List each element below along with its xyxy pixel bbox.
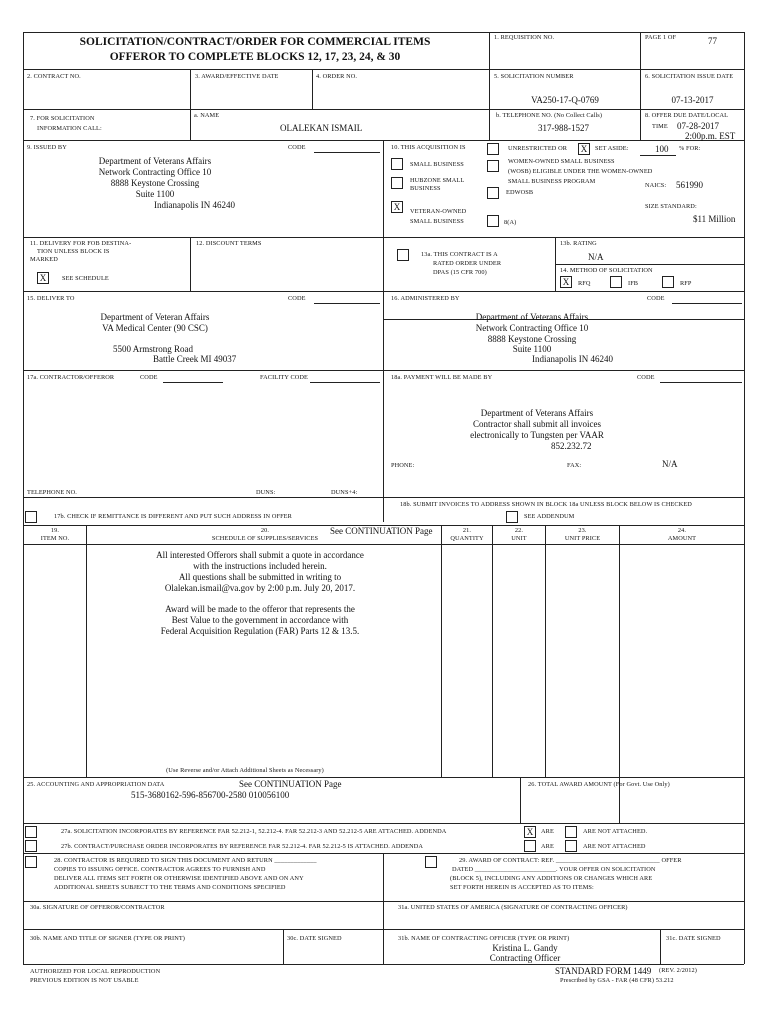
reverse-note: (Use Reverse and/or Attach Additional Sheets as Necessary): [166, 767, 324, 774]
name-label: a. NAME: [194, 112, 220, 119]
col-19-num: 19.: [50, 527, 60, 534]
ifb-label: IFB: [628, 280, 639, 287]
27a-checkbox[interactable]: [25, 826, 37, 838]
delivery-label-1: 11. DELIVERY FOR FOB DESTINA-: [30, 240, 132, 247]
form-number: STANDARD FORM 1449: [555, 966, 652, 976]
administered-by-label: 16. ADMINISTERED BY: [391, 295, 460, 302]
page-total: 77: [708, 36, 717, 46]
payment-line-2: Contractor shall submit all invoices: [473, 419, 601, 429]
form-title-line2: OFFEROR TO COMPLETE BLOCKS 12, 17, 23, 24, & 30: [109, 51, 401, 63]
rated-order-label-2: RATED ORDER UNDER: [433, 260, 502, 267]
administered-by-line-3: 8888 Keystone Crossing: [487, 334, 577, 344]
schedule-text-1: All interested Offerors shall submit a quote in accordance: [156, 550, 364, 560]
issue-date-label: 6. SOLICITATION ISSUE DATE: [645, 73, 734, 80]
hubzone-checkbox[interactable]: [391, 177, 403, 189]
ifb-checkbox[interactable]: [610, 276, 622, 288]
see-addendum-label: SEE ADDENDUM: [524, 513, 575, 520]
veteran-owned-checkbox[interactable]: X: [391, 201, 403, 213]
remittance-label: 17b. CHECK IF REMITTANCE IS DIFFERENT AND PUT SUCH ADDRESS IN OFFER: [54, 513, 292, 520]
29-line-3: (BLOCK 5), INCLUDING ANY ADDITIONS OR CHANGES WHICH ARE: [450, 875, 653, 882]
time-label: TIME: [652, 123, 668, 130]
29-line-2: DATED _________________________. YOUR OFFER ON SOLICITATION: [452, 866, 656, 873]
29-line-1: 29. AWARD OF CONTRACT: REF. ________________________________ OFFER: [459, 857, 682, 864]
method-label: 14. METHOD OF SOLICITATION: [560, 267, 653, 274]
col-22-num: 22.: [514, 527, 524, 534]
issue-date: 07-13-2017: [671, 95, 714, 105]
col-20-label: SCHEDULE OF SUPPLIES/SERVICES: [211, 535, 319, 542]
hubzone-label-2: BUSINESS: [410, 185, 441, 192]
administered-by-line-4: Suite 1100: [512, 344, 552, 354]
27a-are-not-checkbox[interactable]: [565, 826, 577, 838]
27b-are-label: ARE: [541, 843, 554, 850]
small-business-label: SMALL BUSINESS: [410, 161, 464, 168]
deliver-to-line-2: VA Medical Center (90 CSC): [102, 323, 208, 333]
telephone-label: b. TELEPHONE NO. (No Collect Calls): [496, 112, 603, 119]
col-23-num: 23.: [578, 527, 587, 534]
set-aside-percent: 100: [655, 144, 669, 154]
accounting-label: 25. ACCOUNTING AND APPROPRIATION DATA: [27, 781, 165, 788]
27a-are-label: ARE: [541, 828, 554, 835]
eight-a-checkbox[interactable]: [487, 215, 499, 227]
requisition-no-label: 1. REQUISITION NO.: [494, 34, 555, 41]
discount-terms-label: 12. DISCOUNT TERMS: [196, 240, 262, 247]
award-date-label: 3. AWARD/EFFECTIVE DATE: [195, 73, 279, 80]
offeror-date-label: 30c. DATE SIGNED: [287, 935, 342, 942]
percent-for-label: % FOR:: [679, 145, 701, 152]
col-21-label: QUANTITY: [450, 535, 484, 542]
29-line-4: SET FORTH HEREIN IS ACCEPTED AS TO ITEMS:: [450, 884, 594, 891]
col-24-num: 24.: [677, 527, 687, 534]
deliver-to-code-label: CODE: [288, 295, 306, 302]
col-19-label: ITEM NO.: [40, 535, 70, 542]
contact-name: OLALEKAN ISMAIL: [280, 123, 363, 133]
col-24-label: AMOUNT: [667, 535, 697, 542]
schedule-text-4: Olalekan.ismail@va.gov by 2:00 p.m. July 20, 2017.: [164, 583, 356, 593]
small-business-checkbox[interactable]: [391, 158, 403, 170]
schedule-text-3: All questions shall be submitted in writing to: [178, 572, 342, 582]
page-label: PAGE 1 OF: [645, 34, 677, 41]
27b-are-not-label: ARE NOT ATTACHED: [583, 843, 646, 850]
size-standard-label: SIZE STANDARD:: [645, 203, 697, 210]
remittance-checkbox[interactable]: [25, 511, 37, 523]
veteran-owned-label-2: SMALL BUSINESS: [410, 218, 464, 225]
unrestricted-checkbox[interactable]: [487, 143, 499, 155]
rfq-checkbox[interactable]: X: [560, 276, 572, 288]
28-checkbox[interactable]: [25, 856, 37, 868]
solicitation-number-label: 5. SOLICITATION NUMBER: [494, 73, 574, 80]
phone-label: PHONE:: [391, 462, 415, 469]
offeror-signature-label: 30a. SIGNATURE OF OFFEROR/CONTRACTOR: [30, 904, 165, 911]
schedule-text-5: Award will be made to the offeror that represents the: [165, 604, 355, 614]
col-23-label: UNIT PRICE: [564, 535, 601, 542]
27a-are-checkbox[interactable]: X: [524, 826, 536, 838]
delivery-label-3: MARKED: [30, 256, 58, 263]
contact-phone: 317-988-1527: [538, 123, 589, 133]
payment-line-4: 852.232.72: [551, 441, 592, 451]
order-no-label: 4. ORDER NO.: [316, 73, 358, 80]
deliver-to-label: 15. DELIVER TO: [27, 295, 75, 302]
deliver-to-line-5: Battle Creek MI 49037: [153, 354, 237, 364]
administered-by-line-1: Department of Veterans Affairs: [475, 312, 589, 322]
contract-no-label: 2. CONTRACT NO.: [27, 73, 81, 80]
officer-title: Contracting Officer: [489, 953, 561, 963]
set-aside-label: SET ASIDE:: [595, 145, 629, 152]
administered-by-line-5: Indianapolis IN 46240: [532, 354, 613, 364]
officer-signature-label: 31a. UNITED STATES OF AMERICA (SIGNATURE OF CONTRACTING OFFICER): [398, 904, 628, 911]
issued-by-code-label: CODE: [288, 144, 306, 151]
rated-order-label-1: 13a. THIS CONTRACT IS A: [421, 251, 498, 258]
issued-by-line-5: Indianapolis IN 46240: [154, 200, 235, 210]
rated-order-label-3: DPAS (15 CFR 700): [433, 269, 487, 276]
issued-by-line-2: Network Contracting Office 10: [98, 167, 212, 177]
submit-invoices-label: 18b. SUBMIT INVOICES TO ADDRESS SHOWN IN BLOCK 18a UNLESS BLOCK BELOW IS CHECKED: [400, 501, 692, 508]
naics-label: NAICS:: [645, 182, 667, 189]
27b-are-not-checkbox[interactable]: [565, 840, 577, 852]
schedule-text-2: with the instructions included herein.: [193, 561, 327, 571]
footer-left-2: PREVIOUS EDITION IS NOT USABLE: [30, 977, 139, 984]
naics-code: 561990: [676, 180, 703, 190]
schedule-text-6: Best Value to the government in accordance with: [171, 615, 349, 625]
officer-name-label: 31b. NAME OF CONTRACTING OFFICER (TYPE OR PRINT): [398, 935, 570, 942]
veteran-owned-label-1: VETERAN-OWNED: [410, 208, 467, 215]
unrestricted-label: UNRESTRICTED OR: [508, 145, 568, 152]
edwosb-label: EDWOSB: [506, 189, 534, 196]
duns4-label: DUNS+4:: [331, 489, 358, 496]
offer-due-label: 8. OFFER DUE DATE/LOCAL: [645, 112, 729, 119]
see-schedule-checkbox[interactable]: X: [37, 272, 49, 284]
addendum-checkbox[interactable]: [506, 511, 518, 523]
wosb-label-3: SMALL BUSINESS PROGRAM: [508, 178, 596, 185]
27b-checkbox[interactable]: [25, 840, 37, 852]
signer-name-label: 30b. NAME AND TITLE OF SIGNER (TYPE OR PRINT): [30, 935, 185, 942]
info-call-label-1: 7. FOR SOLICITATION: [30, 115, 95, 122]
issued-by-line-3: 8888 Keystone Crossing: [110, 178, 200, 188]
issued-by-line-1: Department of Veterans Affairs: [98, 156, 212, 166]
deliver-to-line-1: Department of Veteran Affairs: [100, 312, 210, 322]
contractor-code-label: CODE: [140, 374, 158, 381]
administered-by-line-2: Network Contracting Office 10: [475, 323, 589, 333]
accounting-value: 515-3680162-596-856700-2580 010056100: [131, 790, 290, 800]
rfp-checkbox[interactable]: [662, 276, 674, 288]
edwosb-checkbox[interactable]: [487, 187, 499, 199]
wosb-label-2: (WOSB) ELIGIBLE UNDER THE WOMEN-OWNED: [508, 168, 653, 175]
fax-value: N/A: [662, 459, 678, 469]
rating-value: N/A: [588, 252, 604, 262]
solicitation-number: VA250-17-Q-0769: [531, 95, 599, 105]
rated-order-checkbox[interactable]: [397, 249, 409, 261]
rfq-label: RFQ: [578, 280, 591, 287]
eight-a-label: 8(A): [504, 219, 517, 226]
contractor-label: 17a. CONTRACTOR/OFFEROR: [27, 374, 115, 381]
set-aside-checkbox[interactable]: X: [578, 143, 590, 155]
footer-left-1: AUTHORIZED FOR LOCAL REPRODUCTION: [30, 968, 161, 975]
issued-by-line-4: Suite 1100: [135, 189, 175, 199]
offer-due-date: 07-28-2017: [677, 121, 719, 131]
28-line-4: ADDITIONAL SHEETS SUBJECT TO THE TERMS AND CONDITIONS SPECIFIED: [54, 884, 286, 891]
rating-label: 13b. RATING: [560, 240, 597, 247]
28-line-2: COPIES TO ISSUING OFFICE. CONTRACTOR AGREES TO FURNISH AND: [54, 866, 266, 873]
officer-name: Kristina L. Gandy: [492, 943, 558, 953]
27a-are-not-label: ARE NOT ATTACHED.: [583, 828, 648, 835]
schedule-text-7: Federal Acquisition Regulation (FAR) Parts 12 & 13.5.: [160, 626, 360, 636]
27a-label: 27a. SOLICITATION INCORPORATES BY REFERENCE FAR 52.212-1, 52.212-4. FAR 52.212-3 AND 52.212-5 ARE ATTACHED. ADDENDA: [61, 828, 447, 835]
rfp-label: RFP: [680, 280, 692, 287]
fax-label: FAX:: [567, 462, 582, 469]
delivery-label-2: TION UNLESS BLOCK IS: [37, 248, 110, 255]
acquisition-label: 10. THIS ACQUISITION IS: [391, 144, 466, 151]
deliver-to-line-4: 5500 Armstrong Road: [113, 344, 193, 354]
administered-by-code-label: CODE: [647, 295, 665, 302]
col-20-num: 20.: [260, 527, 270, 534]
info-call-label-2: INFORMATION CALL:: [37, 125, 102, 132]
27b-are-checkbox[interactable]: [524, 840, 536, 852]
schedule-continuation: See CONTINUATION Page: [330, 526, 433, 536]
hubzone-label-1: HUBZONE SMALL: [410, 177, 465, 184]
facility-code-label: FACILITY CODE: [260, 374, 308, 381]
offer-due-time: 2:00p.m. EST: [685, 131, 736, 141]
form-revision: (REV. 2/2012): [659, 967, 697, 974]
payment-by-label: 18a. PAYMENT WILL BE MADE BY: [391, 374, 493, 381]
29-checkbox[interactable]: [425, 856, 437, 868]
payment-line-3: electronically to Tungsten per VAAR: [470, 430, 604, 440]
payment-code-label: CODE: [637, 374, 655, 381]
total-award-label: 26. TOTAL AWARD AMOUNT (For Govt. Use Only): [528, 781, 670, 788]
28-line-1: 28. CONTRACTOR IS REQUIRED TO SIGN THIS DOCUMENT AND RETURN _____________: [54, 857, 317, 864]
duns-label: DUNS:: [256, 489, 276, 496]
prescribed-by: Prescribed by GSA - FAR (48 CFR) 53.212: [560, 977, 674, 984]
col-21-num: 21.: [462, 527, 472, 534]
27b-label: 27b. CONTRACT/PURCHASE ORDER INCORPORATES BY REFERENCE FAR 52.212-4. FAR 52.212-5 IS ATTACHED. ADDENDA: [61, 843, 424, 850]
form-title-line1: SOLICITATION/CONTRACT/ORDER FOR COMMERCIAL ITEMS: [79, 36, 431, 48]
wosb-checkbox[interactable]: [487, 160, 499, 172]
col-22-label: UNIT: [511, 535, 527, 542]
telephone-no-label: TELEPHONE NO.: [27, 489, 77, 496]
accounting-continuation: See CONTINUATION Page: [239, 779, 342, 789]
wosb-label-1: WOMEN-OWNED SMALL BUSINESS: [508, 158, 615, 165]
size-standard: $11 Million: [693, 214, 736, 224]
officer-date-label: 31c. DATE SIGNED: [666, 935, 721, 942]
payment-line-1: Department of Veterans Affairs: [480, 408, 594, 418]
see-schedule-label: SEE SCHEDULE: [62, 275, 109, 282]
issued-by-label: 9. ISSUED BY: [27, 144, 67, 151]
28-line-3: DELIVER ALL ITEMS SET FORTH OR OTHERWISE IDENTIFIED ABOVE AND ON ANY: [54, 875, 304, 882]
